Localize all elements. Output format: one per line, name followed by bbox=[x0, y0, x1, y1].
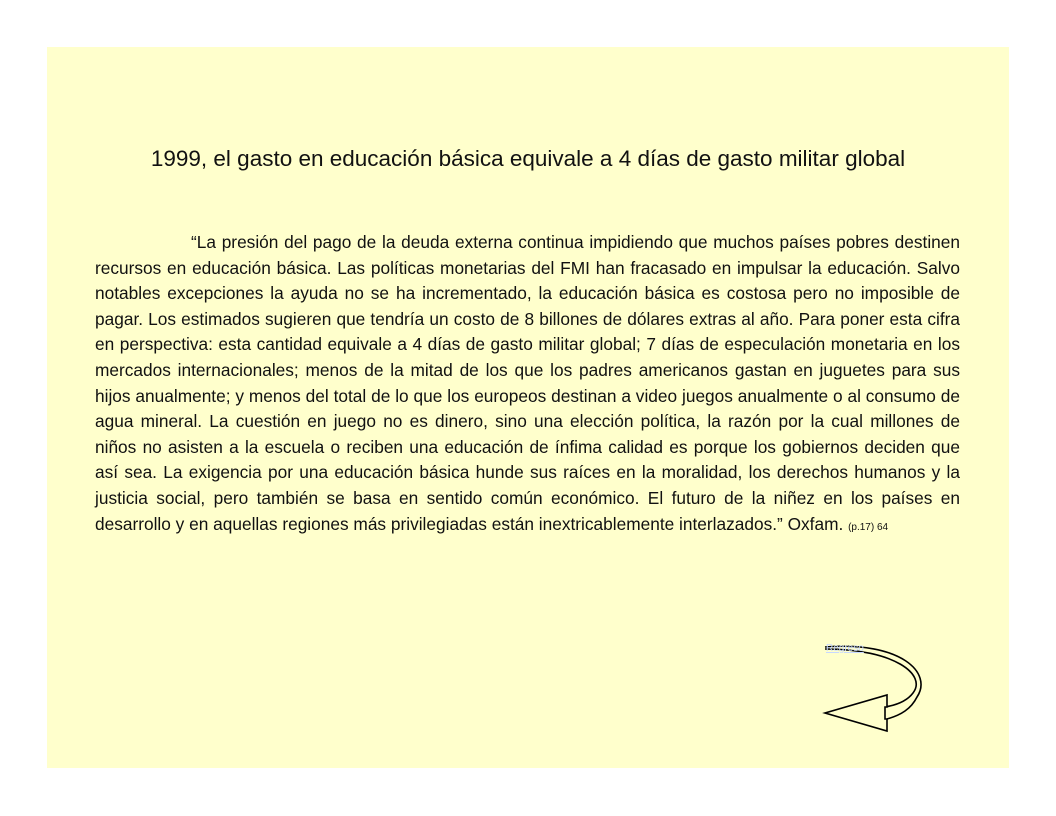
slide bbox=[47, 47, 1009, 768]
quote-paragraph bbox=[95, 230, 960, 540]
back-button[interactable] bbox=[821, 633, 931, 733]
quote-text: “La presión del pago de la deuda externa continua impidiendo que muchos países pobres destinen recursos en educación básica. Las políticas monetarias del FMI han fracasado en impulsar la educación. Salvo notables excepciones la ayuda no se ha incrementado, la educación básica es costosa pero no imposible de pagar. Los estimados sugieren que tendría un costo de 8 billones de dólares extras al año. Para poner esta cifra en perspectiva: esta cantidad equivale a 4 días de gasto militar global; 7 días de especulación monetaria en los mercados internacionales; menos de la mitad de los que los padres americanos gastan en juguetes para sus hijos anualmente; y menos del total de lo que los europeos destinan a video juegos anualmente o al consumo de agua mineral. La cuestión en juego no es dinero, sino una elección política, la razón por la cual millones de niños no asisten a la escuela o reciben una educación de ínfima calidad es porque los gobiernos deciden que así sea. La exigencia por una educación básica hunde sus raíces en la moralidad, los derechos humanos y la justicia social, pero también se basa en sentido común económico. El futuro de la niñez en los países en desarrollo y en aquellas regiones más privilegiadas están inextricablemente interlazados.” Oxfam. bbox=[95, 232, 960, 534]
citation: (p.17) 64 bbox=[848, 521, 889, 533]
slide-title: 1999, el gasto en educación básica equivale a 4 días de gasto militar global bbox=[150, 146, 906, 171]
back-button-label[interactable]: Regreso bbox=[826, 643, 864, 654]
